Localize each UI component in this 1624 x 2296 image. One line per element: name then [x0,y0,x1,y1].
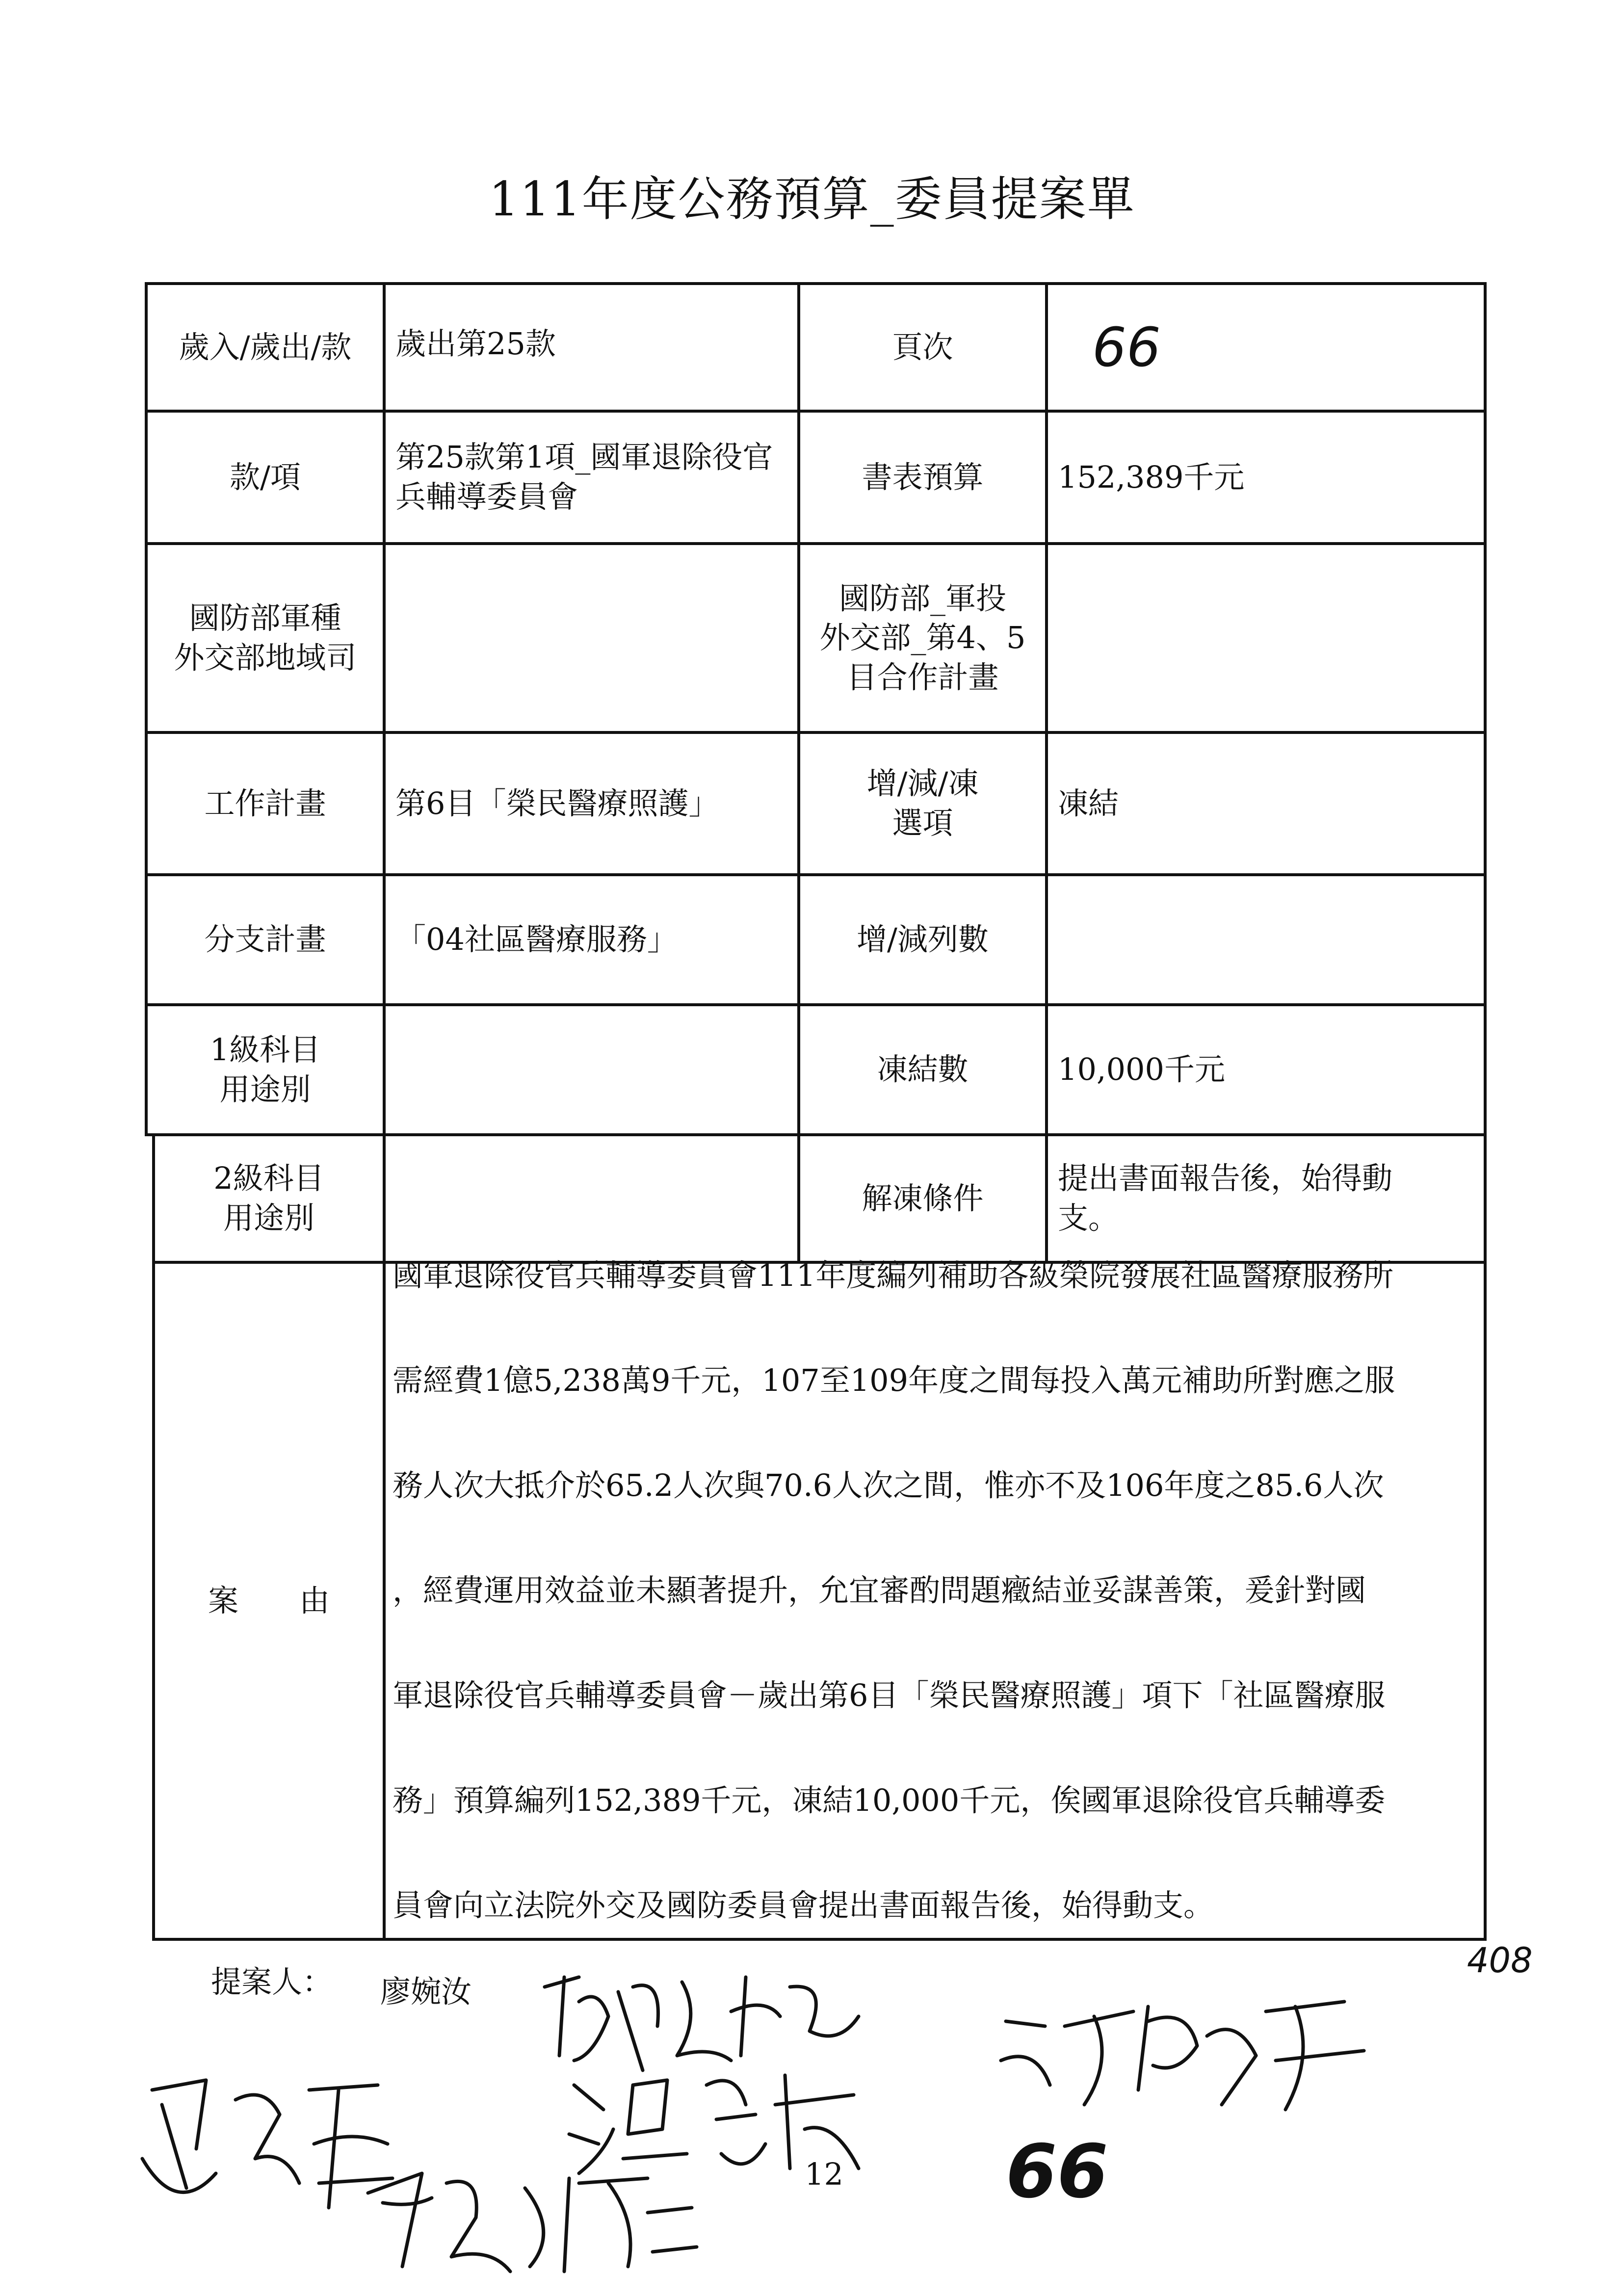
value-action-option: 凍結 [1058,785,1119,821]
value-budget-category: 歲出第25款 [395,326,556,362]
label-work-plan: 工作計畫 [204,785,326,821]
reason-line: ，經費運用效益並未顯著提升，允宜審酌問題癥結並妥謀善策，爰針對國 [393,1572,1366,1608]
corner-handwritten-mark: 408 [1467,1940,1533,1981]
bottom-handwritten-number: 66 [1006,2129,1108,2215]
proposer-name: 廖婉汝 [380,1974,472,2009]
reason-line: 務人次大抵介於65.2人次與70.6人次之間，惟亦不及106年度之85.6人次 [393,1467,1384,1503]
label-action-option: 增/減/凍 選項 [866,765,979,841]
label-cooperation-plan: 國防部_軍投 外交部_第4、5 目合作計畫 [819,580,1026,695]
reason-paragraph [393,1256,1492,1991]
value-level2-subject [386,1136,797,1261]
label-level1-subject: 1級科目 用途別 [210,1031,321,1107]
label-adjust-amount: 增/減列數 [857,921,989,958]
signature-5 [991,1977,1374,2124]
value-table-budget: 152,389千元 [1058,459,1245,495]
reason-line: 國軍退除役官兵輔導委員會111年度編列補助各級榮院發展社區醫療服務所 [393,1257,1394,1293]
reason-line: 員會向立法院外交及國防委員會提出書面報告後，始得動支。 [393,1887,1214,1923]
label-section-item: 款/項 [230,459,301,495]
value-sub-plan: 「04社區醫療服務」 [395,921,678,958]
value-unfreeze-condition: 提出書面報告後，始得動 支。 [1058,1160,1393,1236]
label-unfreeze-condition: 解凍條件 [862,1180,984,1216]
label-freeze-amount: 凍結數 [877,1051,969,1088]
reason-line: 務」預算編列152,389千元，凍結10,000千元，俟國軍退除役官兵輔導委 [393,1782,1386,1818]
label-reason: 案 由 [208,1582,330,1618]
label-budget-category: 歲入/歲出/款 [179,329,352,365]
value-freeze-amount: 10,000千元 [1058,1051,1225,1088]
label-table-budget: 書表預算 [862,459,984,495]
reason-line: 軍退除役官兵輔導委員會－歲出第6目「榮民醫療照護」項下「社區醫療服 [393,1677,1386,1713]
label-page-number: 頁次 [892,329,953,365]
value-level1-subject [386,1006,797,1133]
proposer-label: 提案人： [211,1964,333,2000]
page-number: 12 [805,2156,843,2192]
label-sub-plan: 分支計畫 [204,921,326,958]
value-page-number-handwritten: 66 [1092,315,1161,379]
value-cooperation-plan [1048,545,1484,731]
value-work-plan: 第6目「榮民醫療照護」 [395,785,719,821]
value-adjust-amount [1048,876,1484,1003]
label-ministry-division: 國防部軍種 外交部地域司 [174,600,357,676]
label-level2-subject: 2級科目 用途別 [213,1160,324,1236]
value-ministry-division [386,545,797,731]
signature-4 [353,2154,707,2281]
reason-line: 需經費1億5,238萬9千元，107至109年度之間每投入萬元補助所對應之服 [393,1362,1395,1398]
document-title: 111年度公務預算_委員提案單 [489,172,1135,227]
value-section-item: 第25款第1項_國軍退除役官兵輔導委員會 [395,439,773,515]
